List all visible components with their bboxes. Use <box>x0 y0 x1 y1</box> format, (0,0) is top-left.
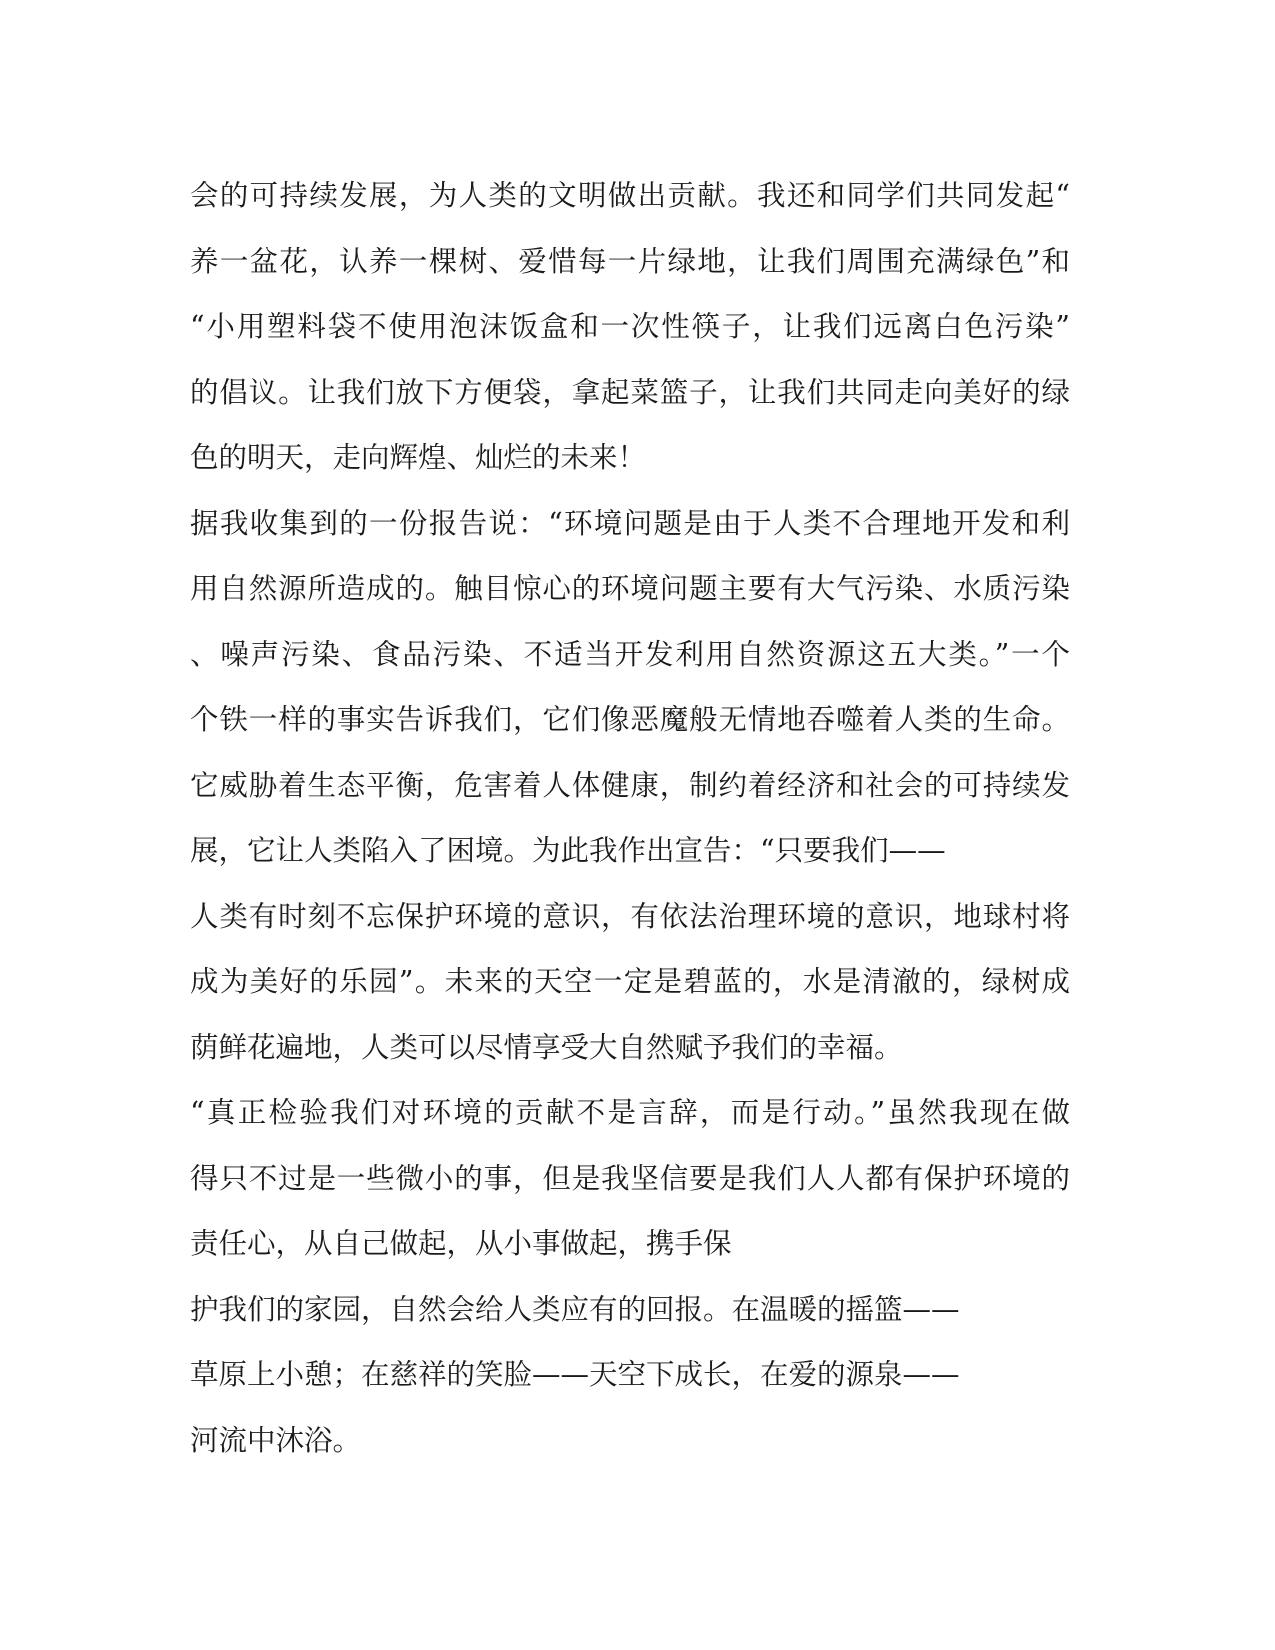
text-line: 草原上小憩；在慈祥的笑脸——天空下成长，在爱的源泉—— <box>190 1358 960 1391</box>
text-line: “小用塑料袋不使用泡沫饭盒和一次性筷子，让我们远离白色污染” <box>190 310 1070 343</box>
text-line: 据我收集到的一份报告说：“环境问题是由于人类不合理地开发和利 <box>190 506 1070 540</box>
text-line: 、噪声污染、食品污染、不适当开发利用自然资源这五大类。”一个 <box>190 637 1070 671</box>
text-line: 用自然源所造成的。触目惊心的环境问题主要有大气污染、水质污染 <box>190 572 1070 605</box>
text-line: 责任心，从自己做起，从小事做起，携手保 <box>190 1227 732 1260</box>
text-line: 它威胁着生态平衡，危害着人体健康，制约着经济和社会的可持续发 <box>190 768 1070 802</box>
text-line: 河流中沐浴。 <box>190 1423 362 1457</box>
body-text <box>190 163 1070 1473</box>
text-line: “真正检验我们对环境的贡献不是言辞，而是行动。”虽然我现在做 <box>190 1096 1070 1129</box>
text-line: 个铁一样的事实告诉我们，它们像恶魔般无情地吞噬着人类的生命。 <box>190 703 1070 736</box>
text-line: 的倡议。让我们放下方便袋，拿起菜篮子，让我们共同走向美好的绿 <box>190 375 1070 409</box>
text-line: 养一盆花，认养一棵树、爱惜每一片绿地，让我们周围充满绿色”和 <box>190 244 1070 278</box>
text-line: 人类有时刻不忘保护环境的意识，有依法治理环境的意识，地球村将 <box>190 899 1070 933</box>
text-line: 荫鲜花遍地，人类可以尽情享受大自然赋予我们的幸福。 <box>190 1030 903 1064</box>
text-line: 护我们的家园，自然会给人类应有的回报。在温暖的摇篮—— <box>190 1292 960 1326</box>
text-line: 成为美好的乐园”。未来的天空一定是碧蓝的，水是清澈的，绿树成 <box>190 965 1070 998</box>
text-line: 展，它让人类陷入了困境。为此我作出宣告：“只要我们—— <box>190 834 946 867</box>
text-line: 色的明天，走向辉煌、灿烂的未来！ <box>190 441 647 474</box>
text-line: 得只不过是一些微小的事，但是我坚信要是我们人人都有保护环境的 <box>190 1161 1070 1195</box>
text-line: 会的可持续发展，为人类的文明做出贡献。我还和同学们共同发起“ <box>190 179 1070 212</box>
